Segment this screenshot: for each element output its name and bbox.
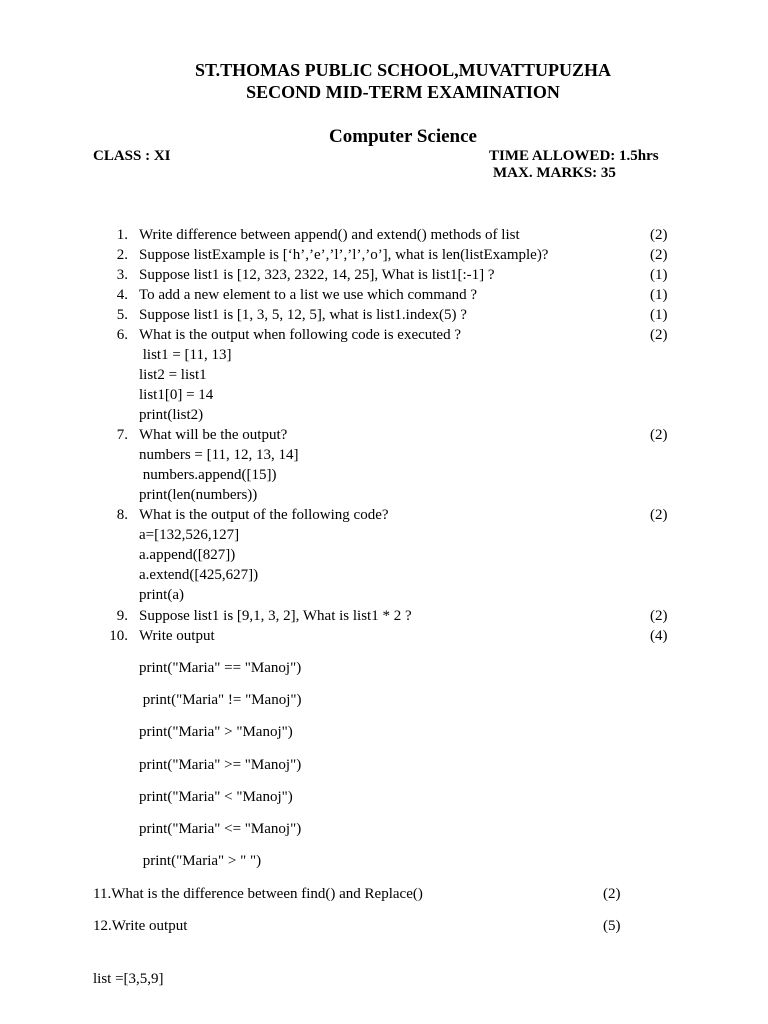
question-text: Suppose list1 is [12, 323, 2322, 14, 25], What is list1[:-1] ? xyxy=(139,267,495,283)
question-marks: (2) xyxy=(650,427,668,443)
question-text: Write output xyxy=(139,628,215,644)
code-line: print(a) xyxy=(139,587,184,603)
code-line: print("Maria" == "Manoj") xyxy=(139,660,302,676)
question-number: 8. xyxy=(116,507,128,523)
question-text: To add a new element to a list we use which command ? xyxy=(139,287,478,303)
code-line: print("Maria" <= "Manoj") xyxy=(139,821,302,837)
question-text: Suppose list1 is [1, 3, 5, 12, 5], what is list1.index(5) ? xyxy=(139,307,467,323)
question-marks: (2) xyxy=(650,608,668,624)
question-number: 5. xyxy=(116,307,128,323)
question-number: 7. xyxy=(116,427,128,443)
question-text: Write difference between append() and extend() methods of list xyxy=(139,227,520,243)
time-allowed: TIME ALLOWED: 1.5hrs xyxy=(489,148,659,164)
code-line: print(len(numbers)) xyxy=(139,487,258,503)
question-marks: (1) xyxy=(650,287,668,303)
code-line: list1 = [11, 13] xyxy=(139,347,232,363)
question-text: 12.Write output xyxy=(93,918,188,934)
code-line: a.extend([425,627]) xyxy=(139,567,259,583)
school-name: ST.THOMAS PUBLIC SCHOOL,MUVATTUPUZHA xyxy=(194,60,612,80)
code-line: a.append([827]) xyxy=(139,547,236,563)
question-marks: (2) xyxy=(650,227,668,243)
subject-title: Computer Science xyxy=(329,126,477,147)
question-number: 6. xyxy=(116,327,128,343)
code-line: list2 = list1 xyxy=(139,367,207,383)
code-line: print("Maria" != "Manoj") xyxy=(139,692,302,708)
class-label: CLASS : XI xyxy=(93,148,171,164)
question-text: What is the output of the following code? xyxy=(139,507,389,523)
question-text: 11.What is the difference between find() and Replace() xyxy=(93,886,423,902)
code-line: numbers.append([15]) xyxy=(139,467,277,483)
code-line: numbers = [11, 12, 13, 14] xyxy=(139,447,299,463)
code-line: list1[0] = 14 xyxy=(139,387,214,403)
question-marks: (5) xyxy=(603,918,621,934)
code-line: print("Maria" >= "Manoj") xyxy=(139,757,302,773)
question-number: 1. xyxy=(116,227,128,243)
exam-title: SECOND MID-TERM EXAMINATION xyxy=(246,82,560,102)
question-marks: (4) xyxy=(650,628,668,644)
question-marks: (2) xyxy=(603,886,621,902)
question-number: 4. xyxy=(116,287,128,303)
code-line: print("Maria" < "Manoj") xyxy=(139,789,293,805)
code-line: list =[3,5,9] xyxy=(93,971,164,987)
code-line: a=[132,526,127] xyxy=(139,527,240,543)
question-marks: (1) xyxy=(650,307,668,323)
question-text: Suppose listExample is [‘h’,’e’,’l’,’l’,’o’], what is len(listExample)? xyxy=(139,247,549,263)
question-number: 10. xyxy=(109,628,128,644)
question-marks: (2) xyxy=(650,507,668,523)
question-text: Suppose list1 is [9,1, 3, 2], What is list1 * 2 ? xyxy=(139,608,412,624)
code-line: print("Maria" > "Manoj") xyxy=(139,724,293,740)
question-marks: (2) xyxy=(650,247,668,263)
question-number: 2. xyxy=(116,247,128,263)
question-marks: (1) xyxy=(650,267,668,283)
question-number: 3. xyxy=(116,267,128,283)
question-marks: (2) xyxy=(650,327,668,343)
question-text: What is the output when following code is executed ? xyxy=(139,327,461,343)
code-line: print("Maria" > " ") xyxy=(139,853,262,869)
code-line: print(list2) xyxy=(139,407,204,423)
question-text: What will be the output? xyxy=(139,427,288,443)
max-marks: MAX. MARKS: 35 xyxy=(493,165,616,181)
question-number: 9. xyxy=(116,608,128,624)
